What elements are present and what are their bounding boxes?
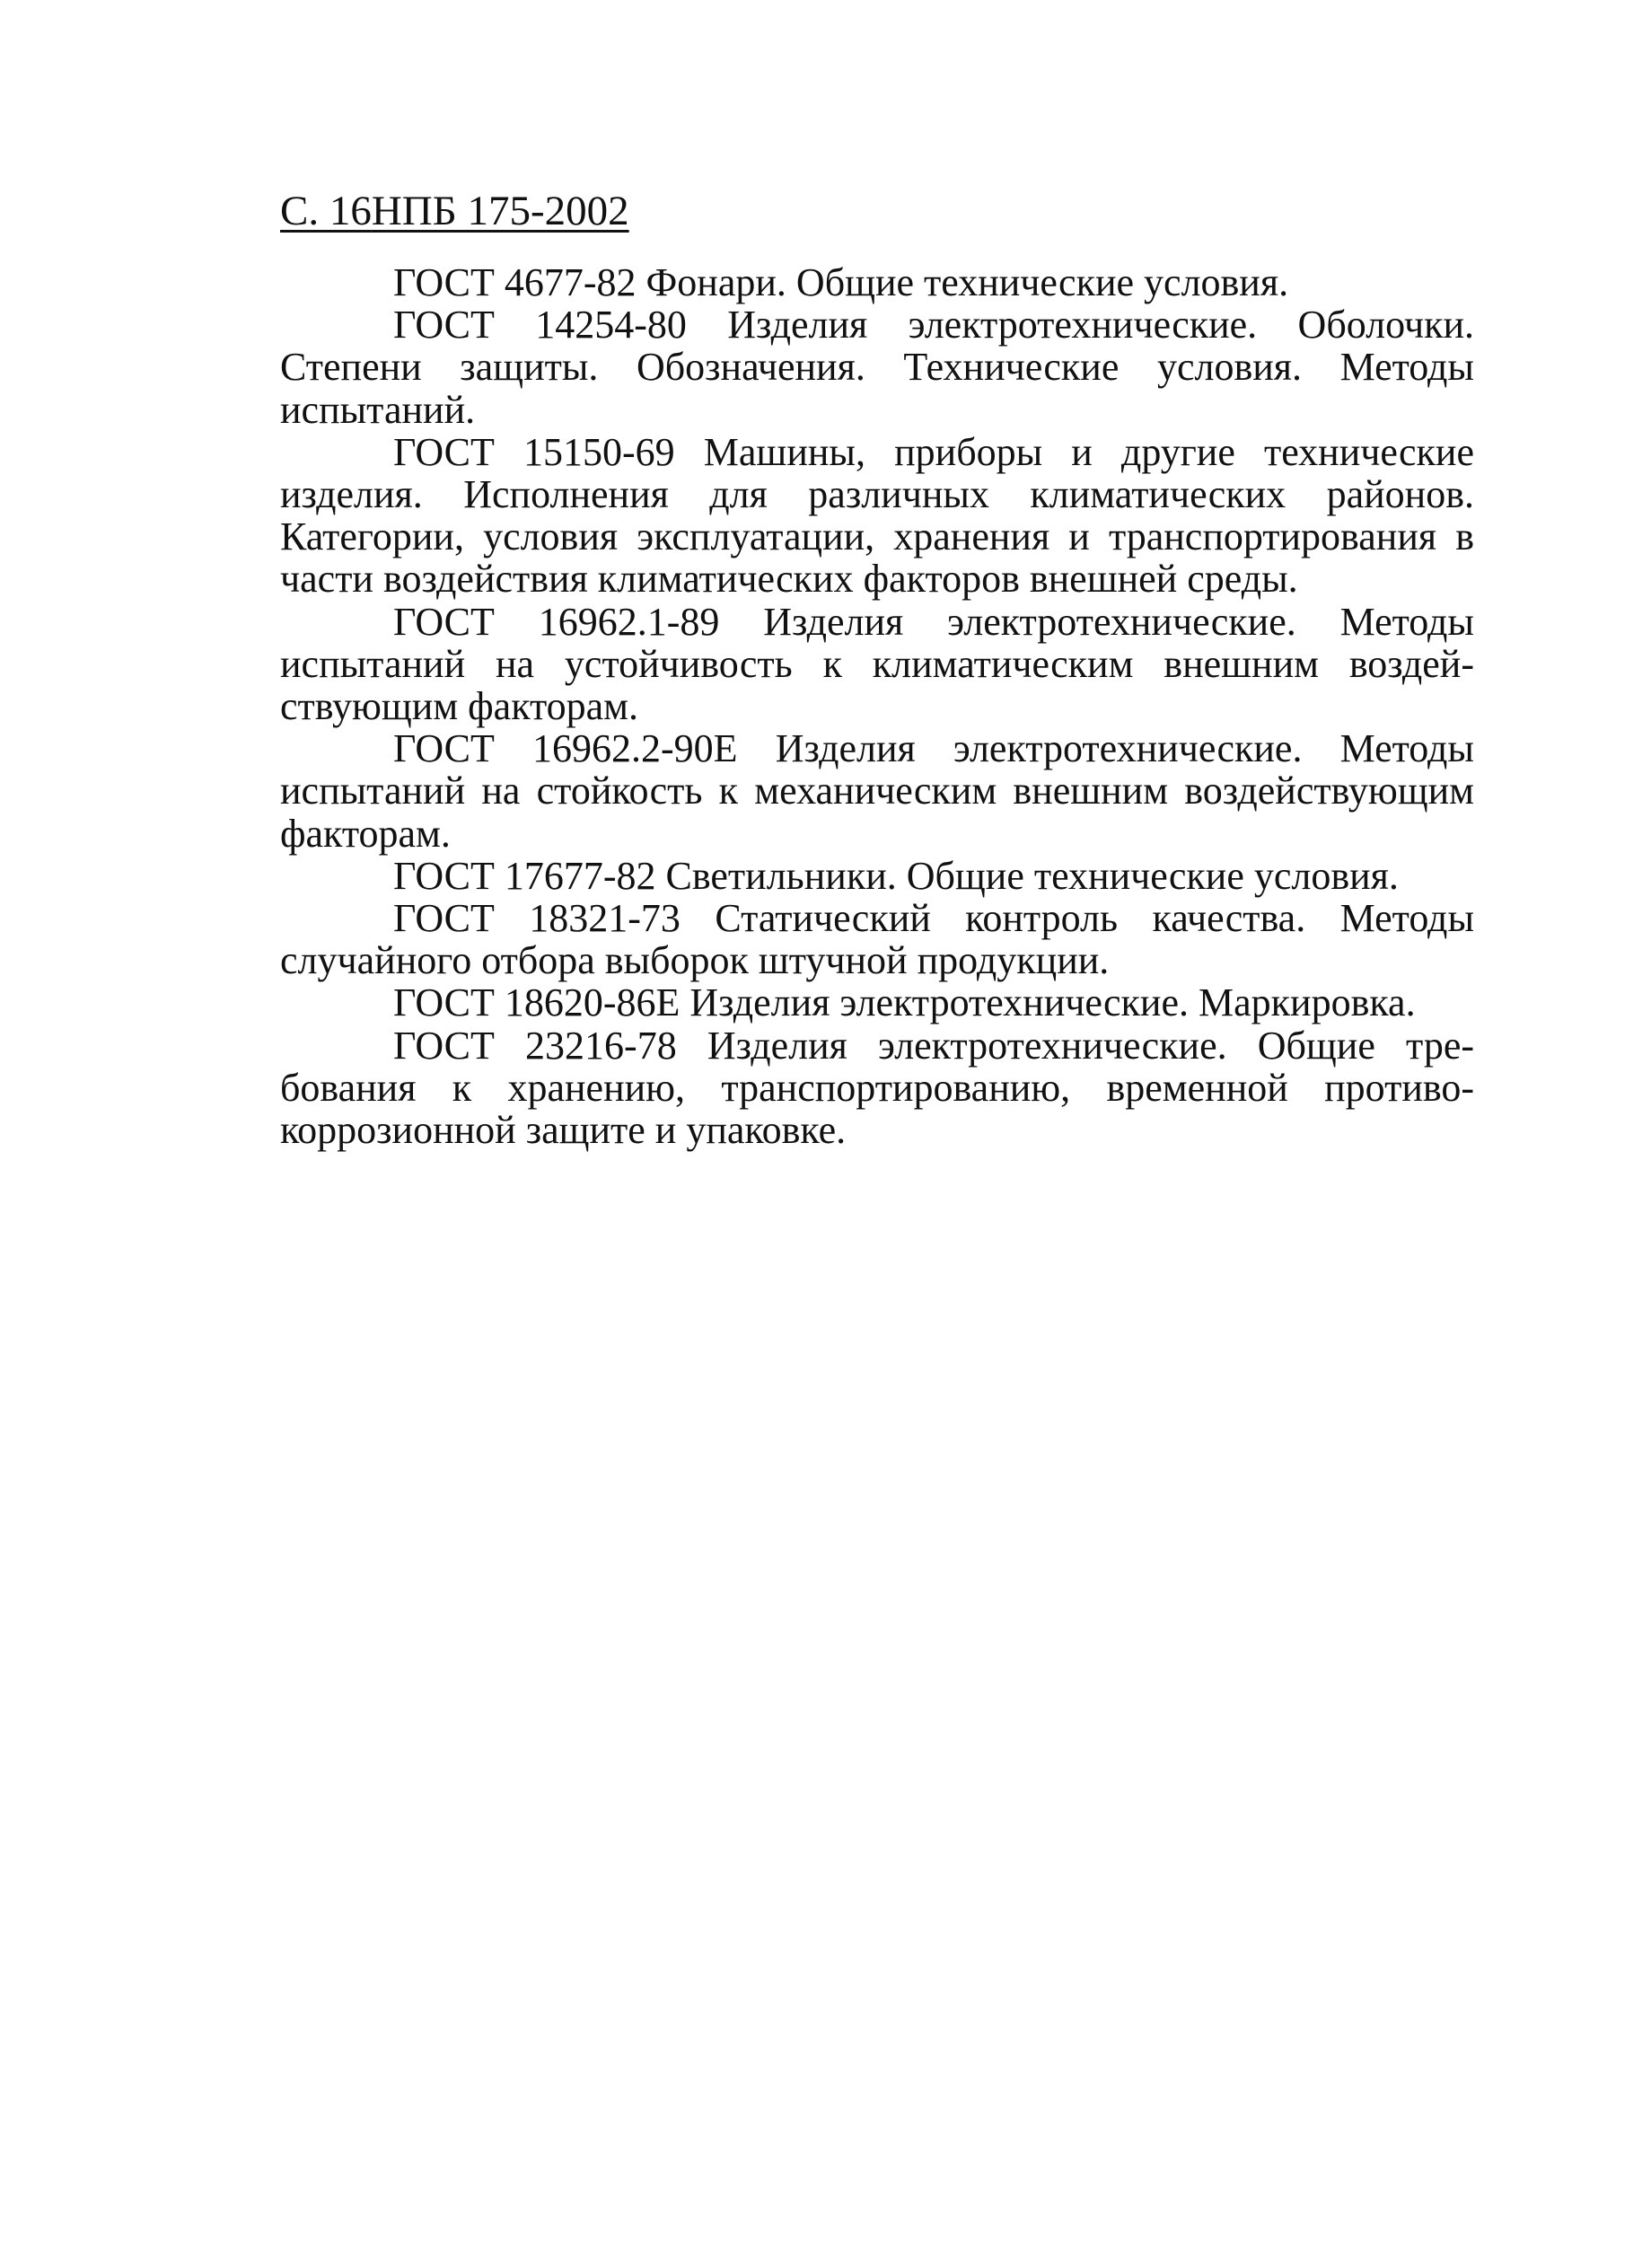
- reference-item: ГОСТ 23216-78 Изделия электротехнические. Общие требования к хранению, транспортированию, временной противокоррозионной защите и упаковке.: [280, 1023, 1474, 1153]
- reference-item: ГОСТ 18620-86Е Изделия электротехнические. Маркировка.: [393, 980, 1416, 1025]
- document-number: НПБ 175-2002: [371, 188, 629, 234]
- reference-item: ГОСТ 17677-82 Светильники. Общие технические условия.: [393, 853, 1399, 898]
- reference-item: ГОСТ 16962.2-90Е Изделия электротехнические. Методы испытаний на стойкость к механическим внешним воздействующим факторам.: [280, 726, 1474, 856]
- reference-list: [280, 261, 1474, 1151]
- page-header: [280, 184, 1474, 238]
- reference-item: ГОСТ 18321-73 Статический контроль качества. Методы случайного отбора выборок штучной продукции.: [280, 896, 1474, 983]
- reference-item: ГОСТ 4677-82 Фонари. Общие технические условия.: [393, 260, 1289, 304]
- reference-item: ГОСТ 14254-80 Изделия электротехнические. Оболочки. Степени защиты. Обозначения. Технические условия. Методы испытаний.: [280, 303, 1474, 432]
- reference-item: ГОСТ 15150-69 Машины, приборы и другие технические изделия. Исполнения для различных климатических районов. Категории, условия эксплуатации, хранения и транспортирования в части воздействия климатических факторов внешней среды.: [280, 429, 1474, 602]
- document-page: [280, 184, 1474, 1151]
- reference-item: ГОСТ 16962.1-89 Изделия электротехнические. Методы испытаний на устойчивость к климатическим внешним воздействующим факторам.: [280, 599, 1474, 729]
- page-number: С. 16: [280, 188, 372, 234]
